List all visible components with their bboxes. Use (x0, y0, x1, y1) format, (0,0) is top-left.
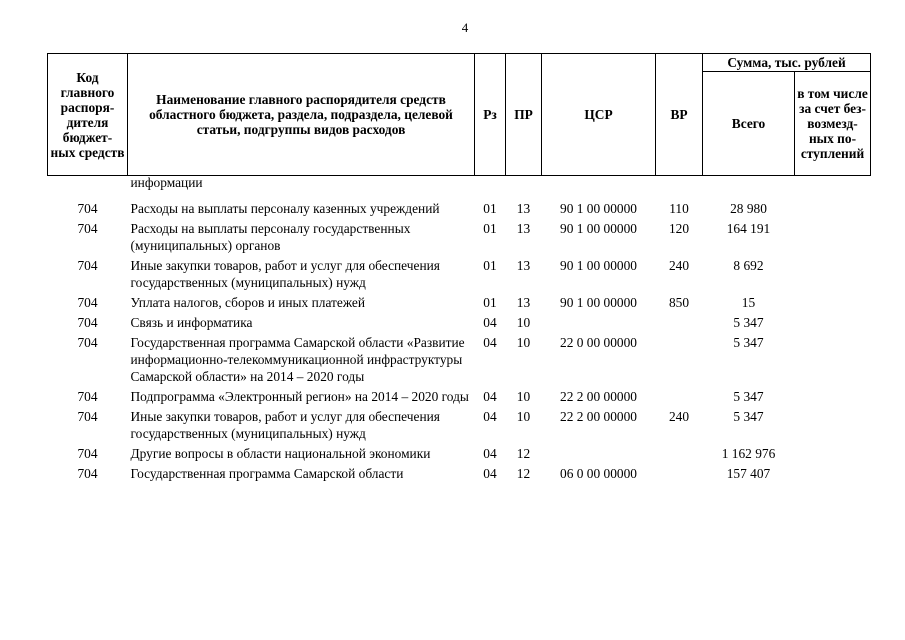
cell-code: 704 (77, 446, 98, 461)
cell-csr: 22 2 00 00000 (560, 409, 637, 424)
cell-vr: 240 (668, 258, 690, 273)
cell-pr: 13 (516, 201, 531, 216)
cell-gratuitous (795, 385, 871, 405)
cell-rz: 01 (483, 258, 497, 273)
page-number: 4 (461, 20, 469, 35)
table-row (48, 217, 871, 254)
header-sum-group: Сумма, тыс. рублей (703, 54, 871, 72)
cell-vr: 850 (668, 295, 690, 310)
cell-pr: 10 (516, 335, 531, 350)
cell-code: 704 (77, 315, 98, 330)
cell-total: 15 (741, 295, 756, 310)
header-name: Наименование главного распорядителя средств областного бюджета, раздела, подраздела, целевой статьи, подгруппы видов расходов (128, 54, 475, 176)
header-code: Код главного распоря- дителя бюджет- ных средств (48, 54, 128, 176)
cell-vr: 120 (668, 221, 690, 236)
cell-code: 704 (77, 221, 98, 236)
cell-gratuitous (795, 405, 871, 442)
cell-total: 5 347 (733, 409, 764, 424)
cell-rz: 01 (483, 295, 497, 310)
cell-gratuitous (795, 331, 871, 385)
cell-total: 164 191 (726, 221, 771, 236)
table-row (48, 405, 871, 442)
cell-csr: 90 1 00 00000 (560, 201, 637, 216)
cell-rz: 01 (483, 221, 497, 236)
cell-vr (656, 331, 703, 385)
cell-total: 28 980 (730, 201, 767, 216)
cell-name: Расходы на выплаты персоналу государственных (муниципальных) органов (130, 221, 411, 253)
table-row (48, 442, 871, 462)
cell-csr (542, 442, 656, 462)
cell-code: 704 (77, 201, 98, 216)
table-row (48, 254, 871, 291)
header-gratuitous: в том числе за счет без- возмезд- ных по- ступлений (795, 72, 871, 176)
cell-pr: 12 (516, 446, 531, 461)
table-row (48, 462, 871, 482)
table-row (48, 311, 871, 331)
table-row (48, 291, 871, 311)
cell-code: 704 (77, 409, 98, 424)
header-pr: ПР (506, 54, 542, 176)
cell-vr: 110 (669, 201, 689, 216)
cell-total: 5 347 (733, 335, 764, 350)
cell-total: 5 347 (733, 315, 764, 330)
cell-pr: 13 (516, 258, 531, 273)
cell-csr: 22 0 00 00000 (560, 335, 637, 350)
cell-name: Расходы на выплаты персоналу казенных учреждений (130, 201, 440, 216)
cell-csr: 90 1 00 00000 (560, 258, 637, 273)
cell-vr (656, 385, 703, 405)
cell-gratuitous (795, 442, 871, 462)
cell-rz: 04 (483, 446, 497, 461)
cell-code: 704 (77, 335, 98, 350)
cell-pr: 10 (516, 315, 531, 330)
cell-code: 704 (77, 258, 98, 273)
table-body (48, 176, 871, 483)
cell-csr (542, 311, 656, 331)
cell-code: 704 (77, 389, 98, 404)
cell-gratuitous (795, 254, 871, 291)
cell-gratuitous (795, 311, 871, 331)
cell-rz: 04 (483, 389, 497, 404)
cell-pr: 10 (516, 409, 531, 424)
cell-total: 8 692 (733, 258, 764, 273)
cell-name: Иные закупки товаров, работ и услуг для обеспечения государственных (муниципальных) нужд (130, 409, 440, 441)
cell-csr: 90 1 00 00000 (560, 221, 637, 236)
cell-rz: 01 (483, 201, 497, 216)
cell-gratuitous (795, 190, 871, 217)
cell-name: Связь и информатика (130, 315, 253, 330)
header-rz: Рз (475, 54, 506, 176)
cell-name: Подпрограмма «Электронный регион» на 2014 – 2020 годы (130, 389, 469, 404)
cell-vr (656, 442, 703, 462)
cell-total: 157 407 (726, 466, 771, 481)
cell-total: 5 347 (733, 389, 764, 404)
table-row (48, 190, 871, 217)
cell-csr: 22 2 00 00000 (560, 389, 637, 404)
cell-code: 704 (77, 466, 98, 481)
cell-name: Другие вопросы в области национальной экономики (130, 446, 431, 461)
cell-name: Уплата налогов, сборов и иных платежей (130, 295, 366, 310)
cell-csr: 90 1 00 00000 (560, 295, 637, 310)
cell-pr: 13 (516, 221, 531, 236)
cell-name: Иные закупки товаров, работ и услуг для обеспечения государственных (муниципальных) нужд (130, 258, 440, 290)
cell-pr: 10 (516, 389, 531, 404)
cell-code: 704 (77, 295, 98, 310)
header-total: Всего (703, 72, 795, 176)
cell-gratuitous (795, 217, 871, 254)
cell-rz: 04 (483, 315, 497, 330)
cell-name: Государственная программа Самарской области «Развитие информационно-телекоммуникационной инфраструктуры Самарской области» на 2014 – 2020 годы (130, 335, 465, 384)
cell-pr: 12 (516, 466, 531, 481)
budget-table (47, 53, 871, 482)
cell-vr (656, 311, 703, 331)
continuation-text: информации (130, 175, 203, 190)
cell-rz: 04 (483, 466, 497, 481)
cell-gratuitous (795, 291, 871, 311)
header-vr: ВР (656, 54, 703, 176)
cell-csr: 06 0 00 00000 (560, 466, 637, 481)
header-csr: ЦСР (542, 54, 656, 176)
cell-rz: 04 (483, 335, 497, 350)
table-row (48, 385, 871, 405)
cell-vr: 240 (668, 409, 690, 424)
cell-pr: 13 (516, 295, 531, 310)
cell-gratuitous (795, 462, 871, 482)
cell-vr (656, 462, 703, 482)
cell-name: Государственная программа Самарской области (130, 466, 404, 481)
table-row (48, 331, 871, 385)
cell-total: 1 162 976 (721, 446, 776, 461)
cell-rz: 04 (483, 409, 497, 424)
